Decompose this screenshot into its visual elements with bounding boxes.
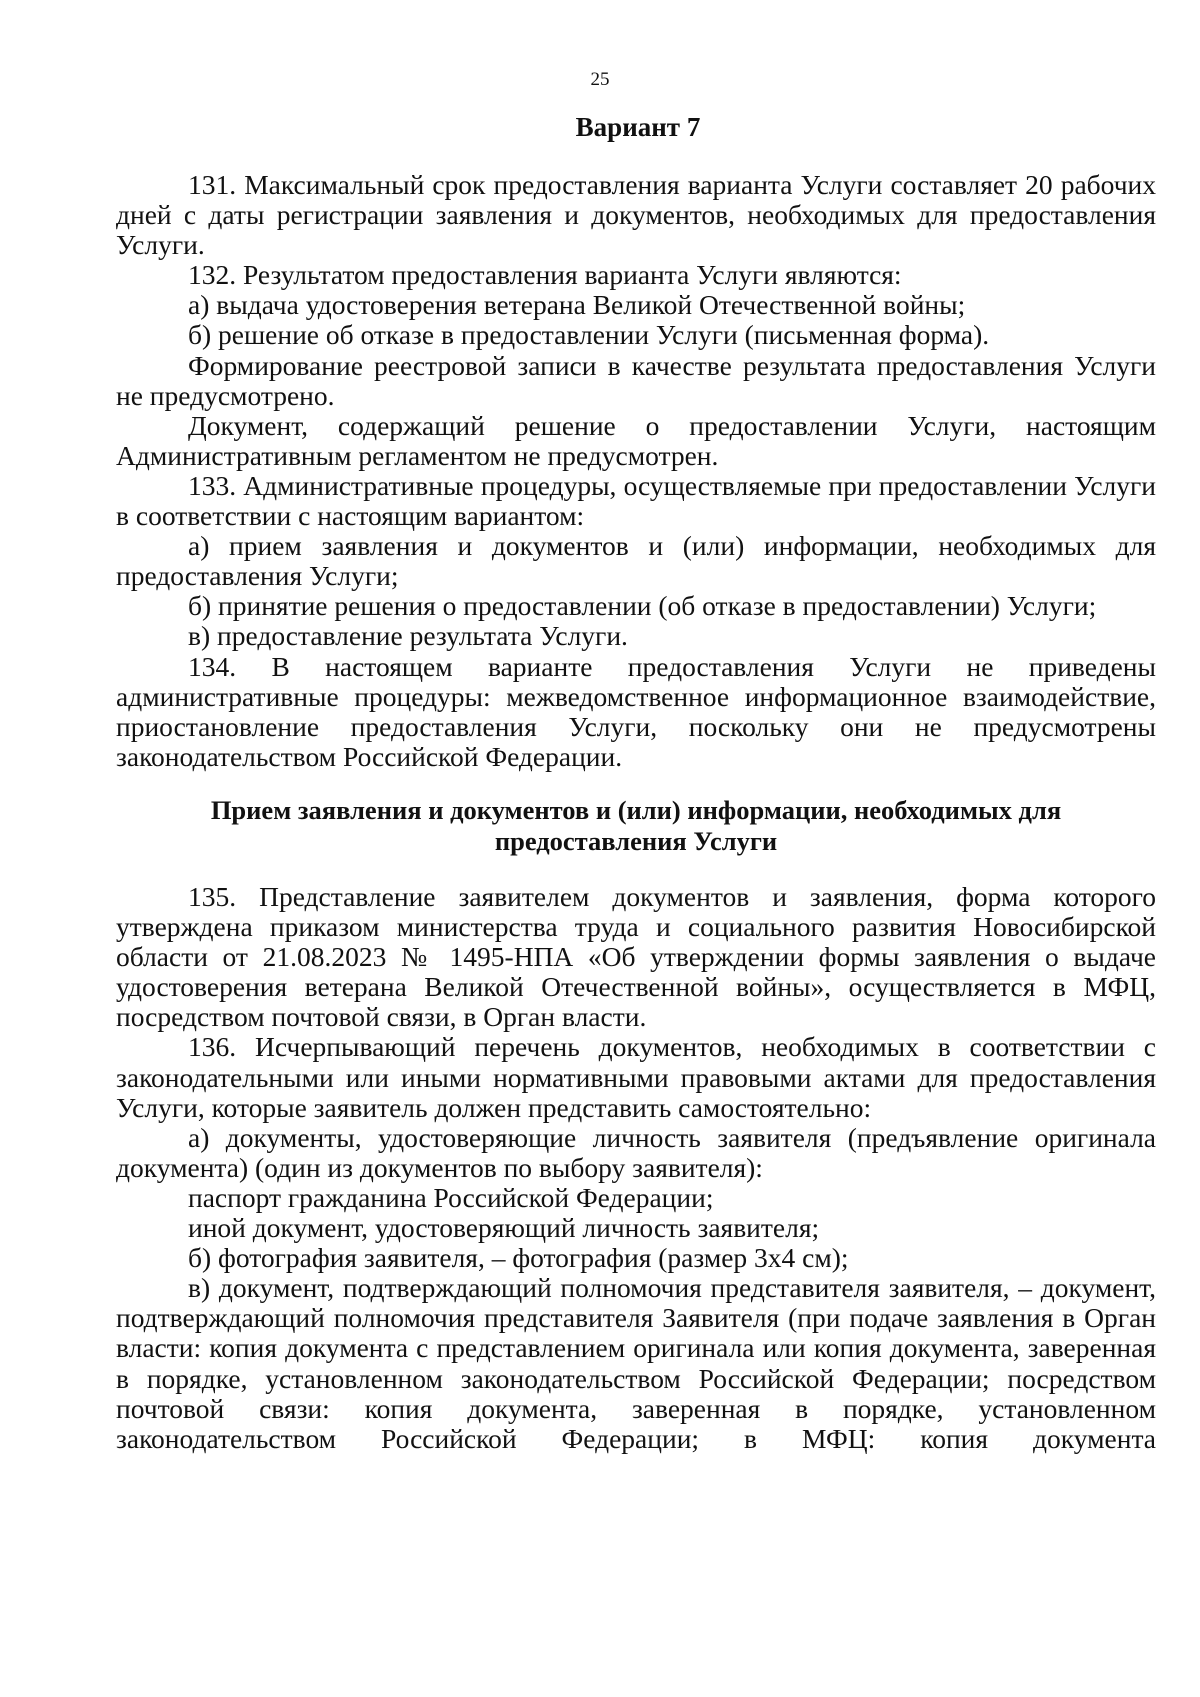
paragraph-132-b: б) решение об отказе в предоставлении Услуги (письменная форма). [188,319,990,351]
paragraph-136-c: в) документ, подтверждающий полномочия представителя заявителя, – документ, подтверждающий полномочия представителя Заявителя (при подаче заявления в Орган власти: копия документа с представлением оригинала или копия документа, заверенная в порядке, установленном законодательством Российской Федерации; посредством почтовой связи: копия документа, заверенная в порядке, установленном законодательством Российской Федерации; в МФЦ: копия документа [116,1272,1156,1454]
paragraph-136: 136. Исчерпывающий перечень документов, необходимых в соответствии с законодательными или иными нормативными правовыми актами для предоставления Услуги, которые заявитель должен представить самостоятельно: [116,1031,1156,1123]
section-heading-line-2: предоставления Услуги [494,826,778,856]
section-application-intake [116,882,1156,1454]
page-number: 25 [590,69,610,90]
document-title: Вариант 7 [575,112,701,142]
paragraph-passport: паспорт гражданина Российской Федерации; [188,1181,714,1213]
section-heading-line-1: Прием заявления и документов и (или) информации, необходимых для [210,795,1062,825]
paragraph-136-a: а) документы, удостоверяющие личность заявителя (предъявление оригинала документа) (один из документов по выбору заявителя): [116,1121,1156,1183]
section-variant-7 [116,170,1156,772]
paragraph-132-a: а) выдача удостоверения ветерана Великой Отечественной войны; [188,289,966,321]
paragraph-133-a: а) прием заявления и документов и (или) информации, необходимых для предоставления Услуги; [116,530,1156,592]
paragraph-133-b: б) принятие решения о предоставлении (об отказе в предоставлении) Услуги; [188,590,1097,622]
paragraph-132: 132. Результатом предоставления варианта Услуги являются: [188,259,902,291]
paragraph-135: 135. Представление заявителем документов и заявления, форма которого утверждена приказом министерства труда и социального развития Новосибирской области от 21.08.2023 № 1495-НПА «Об утверждении формы заявления о выдаче удостоверения ветерана Великой Отечественной войны», осуществляется в МФЦ, посредством почтовой связи, в Орган власти. [116,881,1156,1033]
section-heading [116,795,1156,857]
paragraph-131: 131. Максимальный срок предоставления варианта Услуги составляет 20 рабочих дней с даты регистрации заявления и документов, необходимых для предоставления Услуги. [116,169,1156,261]
paragraph-134: 134. В настоящем варианте предоставления Услуги не приведены административные процедуры: межведомственное информационное взаимодействие, приостановление предоставления Услуги, поскольку они не предусмотрены законодательством Российской Федерации. [116,650,1156,772]
paragraph-133: 133. Административные процедуры, осуществляемые при предоставлении Услуги в соответствии с настоящим вариантом: [116,469,1156,532]
paragraph-other-id: иной документ, удостоверяющий личность заявителя; [188,1212,820,1244]
paragraph-136-b: б) фотография заявителя, – фотография (размер 3x4 см); [188,1242,849,1274]
paragraph-registry-record: Формирование реестровой записи в качестве результата предоставления Услуги не предусмотрено. [116,349,1156,411]
paragraph-decision-document: Документ, содержащий решение о предоставлении Услуги, настоящим Административным регламентом не предусмотрен. [116,409,1156,471]
paragraph-133-c: в) предоставление результата Услуги. [188,620,628,652]
